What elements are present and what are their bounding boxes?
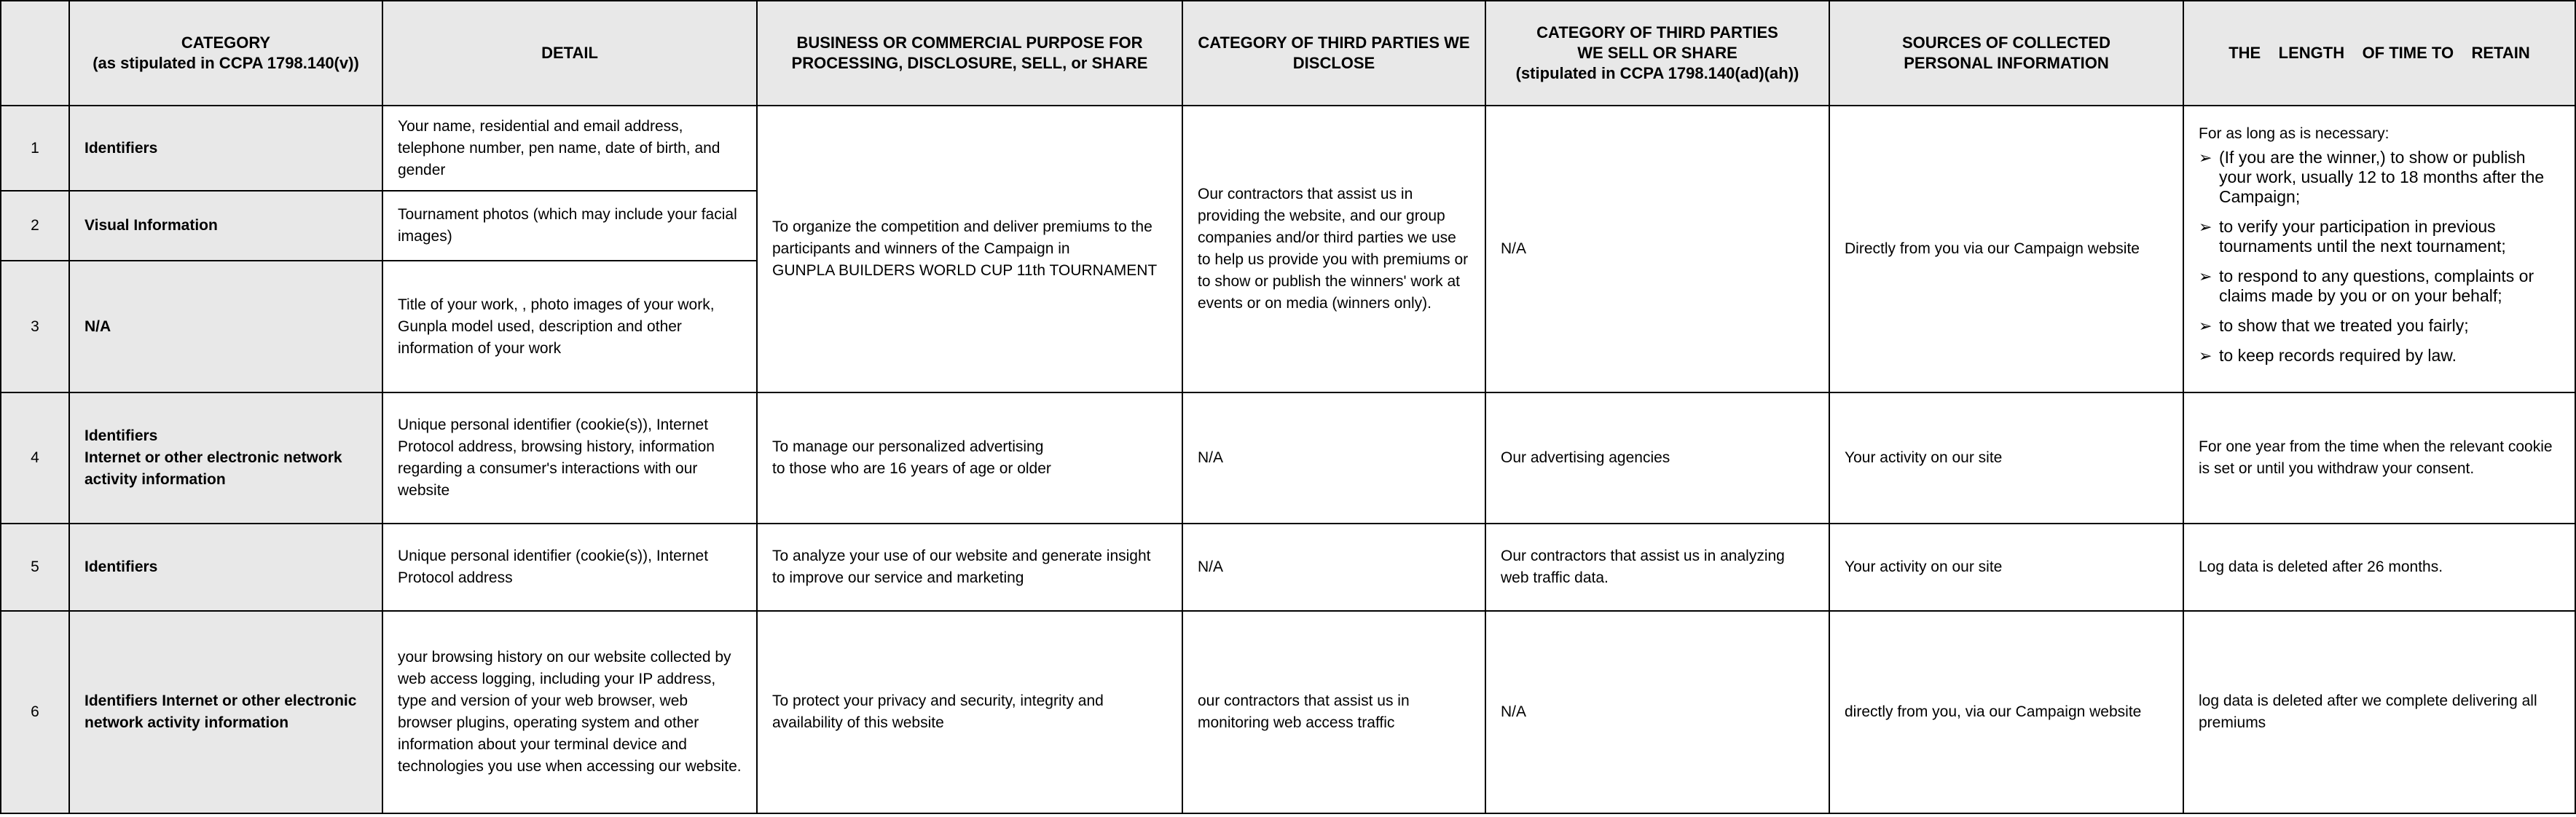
table-row — [1, 392, 2575, 524]
retention-intro: For as long as is necessary: — [2199, 125, 2390, 142]
list-item: ➢ to respond to any questions, complaints or claims made by you or on your behalf; — [2199, 266, 2534, 305]
row-sources: directly from you, via our Campaign website — [1829, 611, 2183, 813]
arrow-bullet-icon: ➢ — [2199, 316, 2212, 335]
row-number: 5 — [1, 524, 69, 611]
row-category: Identifiers — [69, 106, 382, 191]
row-third-parties-sell-share: Our contractors that assist us in analyzing web traffic data. — [1485, 524, 1829, 611]
header-third-parties-disclose: CATEGORY OF THIRD PARTIES WE DISCLOSE — [1182, 1, 1485, 106]
row-number: 4 — [1, 392, 69, 524]
row-sources: Your activity on our site — [1829, 524, 2183, 611]
row-sources: Your activity on our site — [1829, 392, 2183, 524]
row-category: Identifiers — [69, 524, 382, 611]
table-row — [1, 524, 2575, 611]
row-number: 3 — [1, 261, 69, 392]
row-purpose: To protect your privacy and security, integrity and availability of this website — [757, 611, 1182, 813]
header-third-parties-sell-share: CATEGORY OF THIRD PARTIES WE SELL OR SHARE (stipulated in CCPA 1798.140(ad)(ah)) — [1485, 1, 1829, 106]
shared-third-parties-sell-share: N/A — [1485, 106, 1829, 392]
shared-retention — [2183, 106, 2575, 392]
row-purpose: To analyze your use of our website and generate insight to improve our service and marketing — [757, 524, 1182, 611]
row-third-parties-sell-share: Our advertising agencies — [1485, 392, 1829, 524]
arrow-bullet-icon: ➢ — [2199, 217, 2212, 236]
header-retention: THE LENGTH OF TIME TO RETAIN — [2183, 1, 2575, 106]
shared-purpose: To organize the competition and deliver premiums to the participants and winners of the Campaign in GUNPLA BUILDERS WORLD CUP 11th TOURNAMENT — [757, 106, 1182, 392]
list-item: ➢ to show that we treated you fairly; — [2199, 315, 2469, 335]
arrow-bullet-icon: ➢ — [2199, 346, 2212, 365]
row-third-parties-disclose: N/A — [1182, 392, 1485, 524]
header-sources: SOURCES OF COLLECTED PERSONAL INFORMATION — [1829, 1, 2183, 106]
row-category: Identifiers Internet or other electronic network activity information — [69, 611, 382, 813]
row-detail: Title of your work, , photo images of your work, Gunpla model used, description and other information of your work — [382, 261, 757, 392]
row-detail: Unique personal identifier (cookie(s)), Internet Protocol address — [382, 524, 757, 611]
list-item: ➢ (If you are the winner,) to show or publish your work, usually 12 to 18 months after the Campaign; — [2199, 147, 2545, 206]
list-item: ➢ to keep records required by law. — [2199, 345, 2457, 365]
table-row — [1, 611, 2575, 813]
row-retention: log data is deleted after we complete delivering all premiums — [2183, 611, 2575, 813]
row-retention: Log data is deleted after 26 months. — [2183, 524, 2575, 611]
row-number: 2 — [1, 191, 69, 261]
shared-sources: Directly from you via our Campaign website — [1829, 106, 2183, 392]
row-third-parties-disclose: N/A — [1182, 524, 1485, 611]
row-category: Visual Information — [69, 191, 382, 261]
header-purpose: BUSINESS OR COMMERCIAL PURPOSE FOR PROCESSING, DISCLOSURE, SELL, or SHARE — [757, 1, 1182, 106]
arrow-bullet-icon: ➢ — [2199, 267, 2212, 285]
row-detail: Unique personal identifier (cookie(s)), Internet Protocol address, browsing history, information regarding a consumer's interactions with our website — [382, 392, 757, 524]
header-detail: DETAIL — [382, 1, 757, 106]
table-header-row — [1, 1, 2575, 106]
row-category: Identifiers Internet or other electronic network activity information — [69, 392, 382, 524]
table-row — [1, 106, 2575, 191]
row-number: 1 — [1, 106, 69, 191]
row-detail: Tournament photos (which may include your facial images) — [382, 191, 757, 261]
row-category: N/A — [69, 261, 382, 392]
header-category: CATEGORY (as stipulated in CCPA 1798.140(v)) — [69, 1, 382, 106]
row-third-parties-disclose: our contractors that assist us in monitoring web access traffic — [1182, 611, 1485, 813]
row-detail: your browsing history on our website collected by web access logging, including your IP address, type and version of your web browser, web browser plugins, operating system and other information about your terminal device and technologies you use when accessing our website. — [382, 611, 757, 813]
header-number — [1, 1, 69, 106]
row-purpose: To manage our personalized advertising to those who are 16 years of age or older — [757, 392, 1182, 524]
row-detail: Your name, residential and email address, telephone number, pen name, date of birth, and gender — [382, 106, 757, 191]
row-third-parties-sell-share: N/A — [1485, 611, 1829, 813]
shared-third-parties-disclose: Our contractors that assist us in providing the website, and our group companies and/or third parties we use to help us provide you with premiums or to show or publish the winners' work at events or on media (winners only). — [1182, 106, 1485, 392]
retention-list — [2199, 148, 2560, 366]
list-item: ➢ to verify your participation in previous tournaments until the next tournament; — [2199, 216, 2506, 256]
arrow-bullet-icon: ➢ — [2199, 148, 2212, 167]
row-number: 6 — [1, 611, 69, 813]
row-retention: For one year from the time when the relevant cookie is set or until you withdraw your consent. — [2183, 392, 2575, 524]
